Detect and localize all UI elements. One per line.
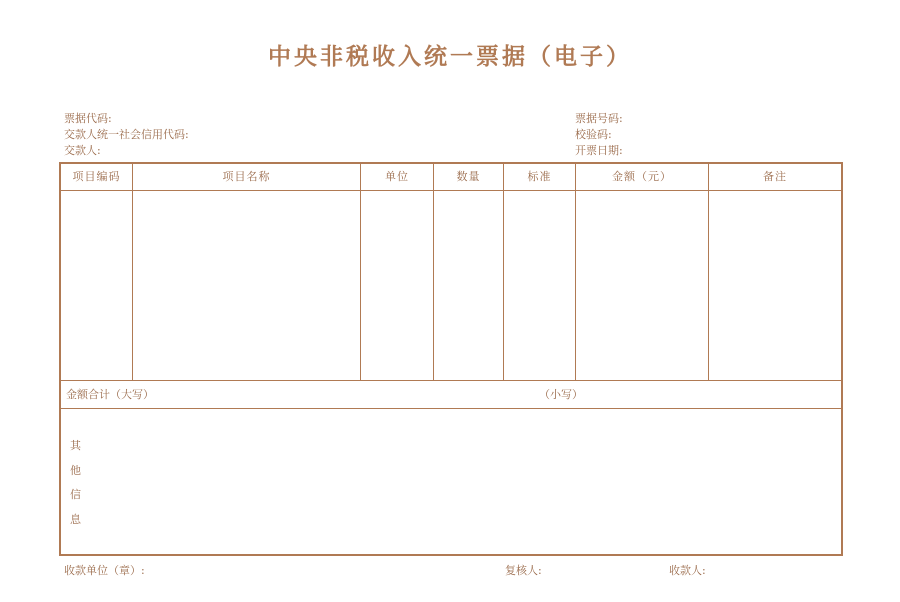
document-title: 中央非税收入统一票据（电子）	[268, 43, 632, 70]
bill-table	[59, 162, 843, 556]
other-info-char: 息	[70, 512, 81, 526]
total-uppercase-label: 金额合计（大写）	[66, 388, 154, 401]
column-divider	[575, 164, 576, 380]
payer-label: 交款人:	[64, 144, 101, 157]
issue-date-label: 开票日期:	[575, 144, 623, 157]
header-unit: 单位	[385, 170, 409, 183]
header-item-name: 项目名称	[222, 170, 271, 183]
column-divider	[360, 164, 361, 380]
column-divider	[433, 164, 434, 380]
column-divider	[503, 164, 504, 380]
header-remark: 备注	[763, 170, 787, 183]
meta-left	[64, 111, 189, 159]
payee-label: 收款人:	[669, 564, 706, 577]
column-divider	[132, 164, 133, 380]
other-info-label	[70, 434, 84, 532]
payer-credit-code-label: 交款人统一社会信用代码:	[64, 128, 189, 141]
other-info-char: 他	[70, 463, 81, 477]
total-lowercase-label: （小写）	[539, 388, 583, 401]
header-amount: 金额（元）	[612, 170, 672, 183]
header-quantity: 数量	[456, 170, 481, 183]
reviewer-label: 复核人:	[505, 564, 542, 577]
column-divider	[708, 164, 709, 380]
other-info-char: 信	[70, 488, 81, 501]
other-info-char: 其	[70, 439, 81, 452]
bill-code-label: 票据代码:	[64, 112, 112, 125]
body-divider	[61, 380, 841, 381]
header-standard: 标准	[527, 170, 552, 183]
check-code-label: 校验码:	[575, 128, 612, 141]
header-divider	[61, 190, 841, 191]
payee-unit-label: 收款单位（章）:	[64, 564, 145, 577]
meta-right	[575, 111, 623, 159]
total-divider	[61, 408, 841, 409]
bill-number-label: 票据号码:	[575, 112, 623, 125]
header-item-code: 项目编码	[72, 170, 121, 183]
